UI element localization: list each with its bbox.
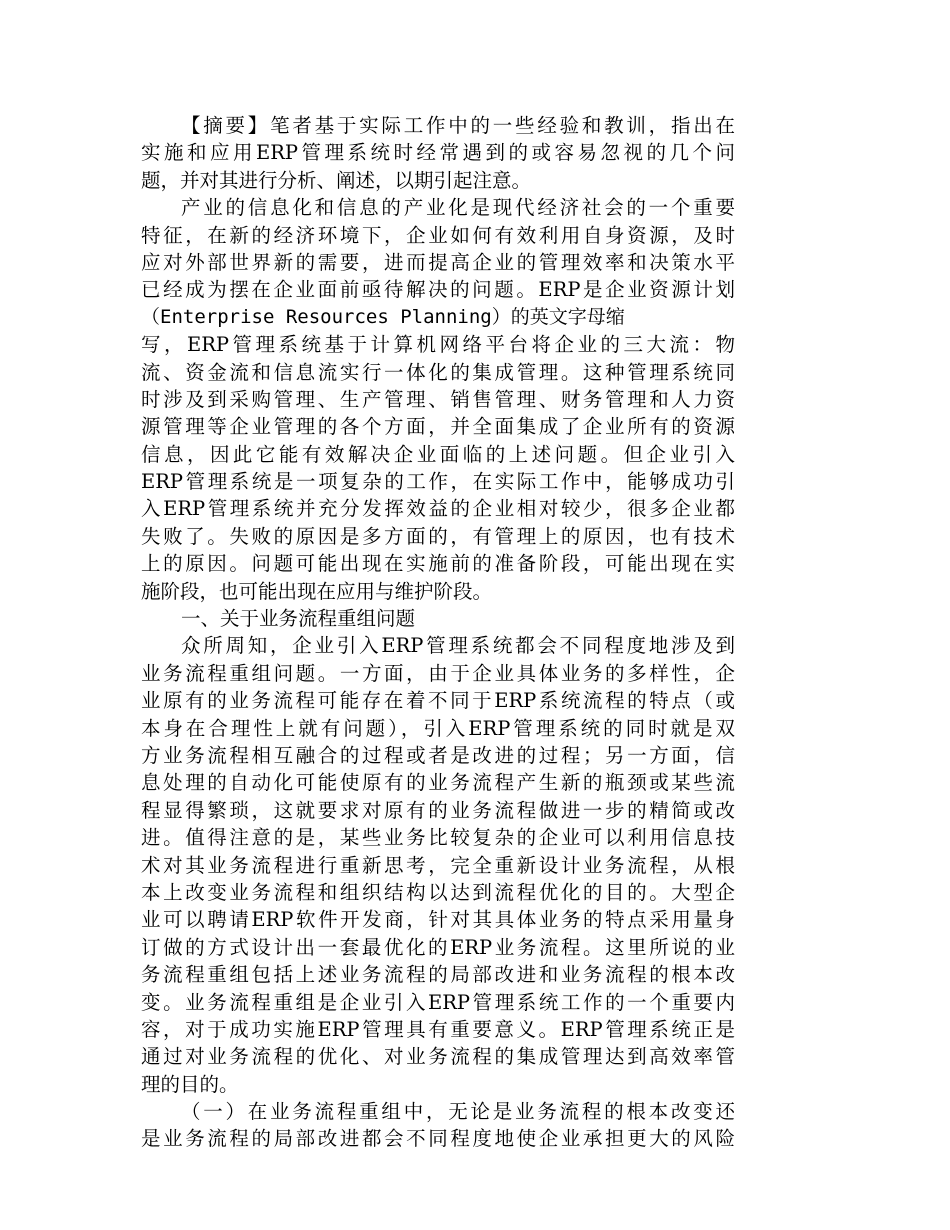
document-body: [141, 112, 735, 1153]
text-line: 施阶段，也可能出现在应用与维护阶段。: [141, 579, 493, 603]
text-line: 方业务流程相互融合的过程或者是改进的过程；另一方面，信: [141, 743, 735, 767]
text-line: 失败了。失败的原因是多方面的，有管理上的原因，也有技术: [141, 524, 735, 548]
text-line: 进。值得注意的是，某些业务比较复杂的企业可以利用信息技: [141, 826, 735, 850]
text-line: 产业的信息化和信息的产业化是现代经济社会的一个重要: [181, 196, 735, 220]
text-line: 务流程重组包括上述业务流程的局部改进和业务流程的根本改: [141, 963, 735, 987]
text-line: 业可以聘请ERP软件开发商，针对其具体业务的特点采用量身: [141, 908, 735, 932]
text-line: 众所周知，企业引入ERP管理系统都会不同程度地涉及到: [181, 634, 735, 658]
text-line: 容，对于成功实施ERP管理具有重要意义。ERP管理系统正是: [141, 1017, 735, 1041]
text-line: 入ERP管理系统并充分发挥效益的企业相对较少，很多企业都: [141, 497, 735, 521]
text-line: 通过对业务流程的优化、对业务流程的集成管理达到高效率管: [141, 1045, 735, 1069]
text-line: 程显得繁琐，这就要求对原有的业务流程做进一步的精简或改: [141, 798, 735, 822]
text-line: 息处理的自动化可能使原有的业务流程产生新的瓶颈或某些流: [141, 771, 735, 795]
text-line: 上的原因。问题可能出现在实施前的准备阶段，可能出现在实: [141, 552, 735, 576]
text-line: 订做的方式设计出一套最优化的ERP业务流程。这里所说的业: [141, 935, 735, 959]
text-line: 术对其业务流程进行重新思考，完全重新设计业务流程，从根: [141, 853, 735, 877]
text-line: 本身在合理性上就有问题），引入ERP管理系统的同时就是双: [141, 716, 735, 740]
text-line: 信息，因此它能有效解决企业面临的上述问题。但企业引入: [141, 442, 735, 466]
text-line: 业务流程重组问题。一方面，由于企业具体业务的多样性，企: [141, 661, 735, 685]
text-line: 业原有的业务流程可能存在着不同于ERP系统流程的特点（或: [141, 689, 735, 713]
text-line: 源管理等企业管理的各个方面，并全面集成了企业所有的资源: [141, 415, 735, 439]
text-line: 实施和应用ERP管理系统时经常遇到的或容易忽视的几个问: [141, 141, 735, 165]
text-line: 已经成为摆在企业面前亟待解决的问题。ERP是企业资源计划: [141, 278, 735, 302]
text-line: ERP管理系统是一项复杂的工作，在实际工作中，能够成功引: [141, 470, 735, 494]
abstract-line: 【摘要】笔者基于实际工作中的一些经验和教训，指出在: [181, 114, 735, 137]
text-line: 特征，在新的经济环境下，企业如何有效利用自身资源，及时: [141, 223, 735, 247]
text-line: 理的目的。: [141, 1072, 239, 1096]
text-line: 变。业务流程重组是企业引入ERP管理系统工作的一个重要内: [141, 990, 735, 1014]
text-line: 是业务流程的局部改进都会不同程度地使企业承担更大的风险: [141, 1127, 735, 1151]
text-line: 本上改变业务流程和组织结构以达到流程优化的目的。大型企: [141, 880, 735, 904]
text-line: 流、资金流和信息流实行一体化的集成管理。这种管理系统同: [141, 360, 735, 384]
subsection-line: （一）在业务流程重组中，无论是业务流程的根本改变还: [181, 1100, 735, 1124]
text-line: 应对外部世界新的需要，进而提高企业的管理效率和决策水平: [141, 250, 735, 274]
section-heading: 一、关于业务流程重组问题: [181, 607, 416, 631]
text-line: （Enterprise Resources Planning）的英文字母缩: [141, 305, 625, 328]
text-line: 写，ERP管理系统基于计算机网络平台将企业的三大流：物: [141, 333, 735, 357]
text-line: 时涉及到采购管理、生产管理、销售管理、财务管理和人力资: [141, 387, 735, 411]
text-line: 题，并对其进行分析、阐述，以期引起注意。: [141, 168, 532, 192]
